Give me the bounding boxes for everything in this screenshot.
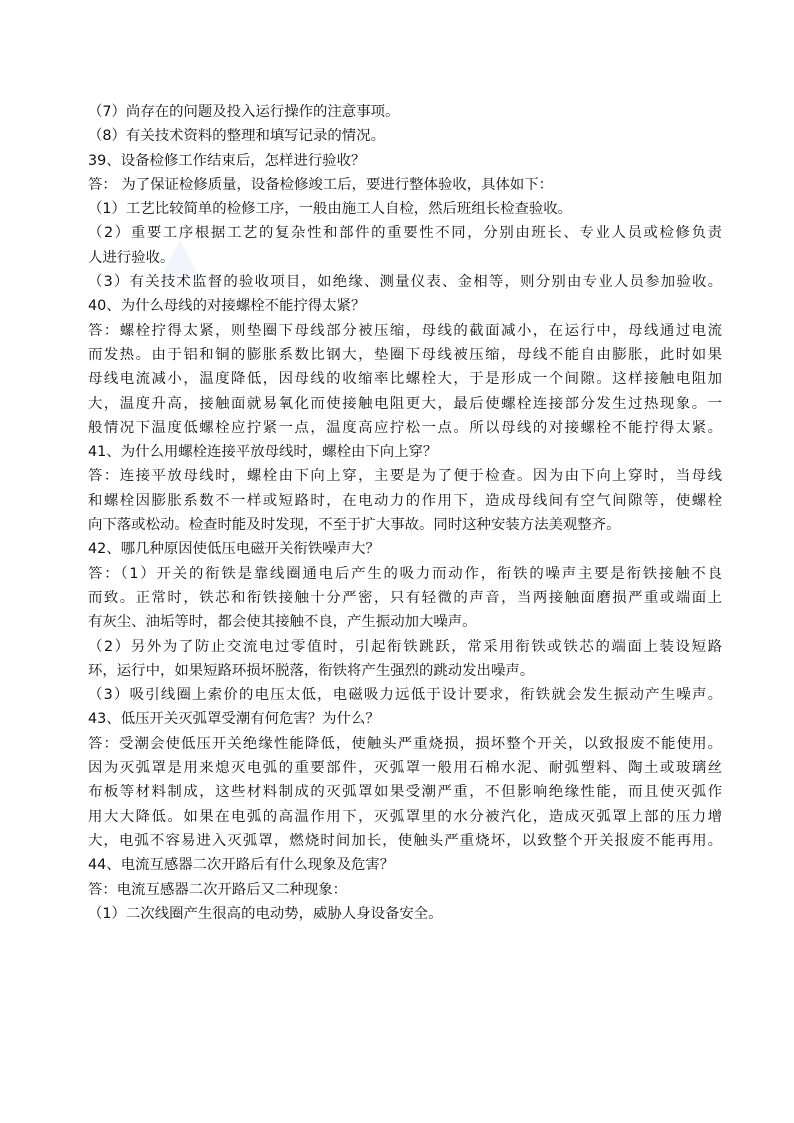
document-body — [88, 100, 722, 926]
text-line: 答：电流互感器二次开路后又二种现象： — [88, 881, 348, 898]
text-line: 答： 为了保证检修质量，设备检修竣工后，要进行整体验收，具体如下： — [88, 176, 554, 193]
text-line: 布板等材料制成，这些材料制成的灭弧罩如果受潮严重，不但影响绝缘性能，而且使灭弧作 — [88, 784, 722, 801]
text-line: （3）有关技术监督的验收项目，如绝缘、测量仪表、金相等，则分别由专业人员参加验收。 — [88, 274, 722, 291]
text-line: 44、电流互感器二次开路后有什么现象及危害？ — [88, 857, 395, 874]
text-line: 有灰尘、油垢等时，都会使其接触不良，产生振动加大噪声。 — [88, 614, 477, 631]
text-line: 41、为什么用螺栓连接平放母线时，螺栓由下向上穿？ — [88, 444, 438, 461]
text-line: （3）吸引线圈上索价的电压太低，电磁吸力远低于设计要求，衔铁就会发生振动产生噪声。 — [88, 687, 722, 704]
text-line: （8）有关技术资料的整理和填写记录的情况。 — [88, 128, 385, 145]
text-line: （1）二次线圈产生很高的电动势，威胁人身设备安全。 — [88, 905, 443, 922]
text-line: 向下落或松动。检查时能及时发现，不至于扩大事故。同时这种安装方法美观整齐。 — [88, 517, 621, 534]
text-line: （1）工艺比较简单的检修工序，一般由施工人自检，然后班组长检查验收。 — [88, 201, 573, 218]
text-line: 而发热。由于铝和铜的膨胀系数比钢大，垫圈下母线被压缩，母线不能自由膨胀，此时如果 — [88, 346, 722, 363]
text-line: 大，温度升高，接触面就易氧化而使接触电阻更大，最后使螺栓连接部分发生过热现象。一 — [88, 395, 722, 412]
text-line: 答：受潮会使低压开关绝缘性能降低，使触头严重烧损，损坏整个开关，以致报废不能使用。 — [88, 735, 722, 752]
text-line: 答：连接平放母线时，螺栓由下向上穿，主要是为了便于检查。因为由下向上穿时，当母线 — [88, 468, 722, 485]
text-line: （2）重要工序根据工艺的复杂性和部件的重要性不同，分别由班长、专业人员或检修负责 — [88, 225, 722, 242]
text-line: 般情况下温度低螺栓应拧紧一点，温度高应拧松一点。所以母线的对接螺栓不能拧得太紧。 — [88, 419, 722, 436]
text-line: 42、哪几种原因使低压电磁开关衔铁噪声大？ — [88, 541, 380, 558]
text-line: 答：（1）开关的衔铁是靠线圈通电后产生的吸力而动作，衔铁的噪声主要是衔铁接触不良 — [88, 565, 722, 582]
text-line: （7）尚存在的问题及投入运行操作的注意事项。 — [88, 104, 400, 120]
text-line: 答：螺栓拧得太紧，则垫圈下母线部分被压缩，母线的截面减小，在运行中，母线通过电流 — [88, 322, 722, 339]
text-line: 母线电流减小，温度降低，因母线的收缩率比螺栓大，于是形成一个间隙。这样接触电阻加 — [88, 371, 722, 388]
text-line: 和螺栓因膨胀系数不一样或短路时，在电动力的作用下，造成母线间有空气间隙等，使螺栓 — [88, 492, 722, 509]
text-line: 39、设备检修工作结束后，怎样进行验收？ — [88, 152, 366, 169]
text-line: 因为灭弧罩是用来熄灭电弧的重要部件，灭弧罩一般用石棉水泥、耐弧塑料、陶土或玻璃丝 — [88, 760, 722, 777]
text-line: 大，电弧不容易进入灭弧罩，燃烧时间加长，使触头严重烧坏，以致整个开关报废不能再用。 — [88, 832, 722, 849]
text-line: （2）另外为了防止交流电过零值时，引起衔铁跳跃，常采用衔铁或铁芯的端面上装设短路 — [88, 638, 722, 655]
text-line: 用大大降低。如果在电弧的高温作用下，灭弧罩里的水分被汽化，造成灭弧罩上部的压力增 — [88, 808, 722, 825]
text-line: 43、低压开关灭弧罩受潮有何危害？为什么？ — [88, 711, 380, 728]
text-line: 人进行验收。 — [88, 249, 175, 266]
text-line: 而致。正常时，铁芯和衔铁接触十分严密，只有轻微的声音，当两接触面磨损严重或端面上 — [88, 589, 722, 606]
text-line: 环，运行中，如果短路环损坏脱落，衔铁将产生强烈的跳动发出噪声。 — [88, 662, 535, 679]
text-line: 40、为什么母线的对接螺栓不能拧得太紧？ — [88, 298, 366, 315]
